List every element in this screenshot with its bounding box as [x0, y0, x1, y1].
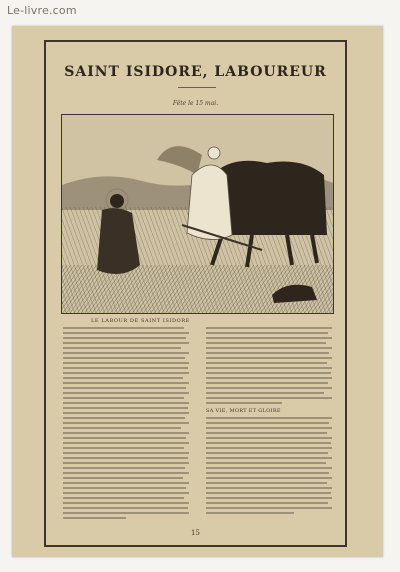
text-line: [206, 362, 327, 364]
text-line: [206, 457, 332, 459]
text-line: [63, 442, 189, 444]
text-line: [206, 377, 332, 379]
text-line: [63, 462, 189, 464]
text-line: [63, 417, 185, 419]
text-line: [63, 512, 189, 514]
text-line: [63, 377, 183, 379]
text-line: [206, 492, 331, 494]
text-line: [63, 392, 189, 394]
feast-line: Fête le 15 mai.: [172, 100, 219, 107]
text-line: [63, 422, 189, 424]
text-line: [206, 472, 329, 474]
page-frame: [44, 40, 347, 547]
text-line: [206, 427, 332, 429]
text-line: [206, 477, 332, 479]
text-line: [63, 437, 186, 439]
text-line: [63, 497, 184, 499]
text-line: [63, 457, 188, 459]
text-line: [206, 507, 332, 509]
text-line: [63, 337, 186, 339]
site-watermark[interactable]: Le-livre.com: [7, 4, 77, 17]
text-line: [63, 467, 185, 469]
text-line: [206, 347, 332, 349]
text-line: [206, 392, 324, 394]
text-line: [206, 327, 332, 329]
text-line: [206, 512, 294, 514]
text-line: [206, 462, 326, 464]
text-line: [206, 352, 329, 354]
text-line: [63, 387, 186, 389]
angel-head: [208, 147, 220, 159]
text-line: [206, 502, 328, 504]
page-title: SAINT ISIDORE, LABOUREUR: [64, 64, 327, 80]
text-line: [206, 337, 332, 339]
text-line: [206, 357, 332, 359]
text-line: [63, 342, 189, 344]
text-line: [206, 367, 332, 369]
text-line: [206, 402, 282, 404]
text-line: [63, 402, 189, 404]
text-line: [206, 417, 332, 419]
text-line: [63, 447, 184, 449]
text-line: [206, 432, 327, 434]
text-line: [206, 342, 326, 344]
text-line: [63, 432, 189, 434]
text-line: [63, 332, 189, 334]
text-line: [206, 397, 332, 399]
text-line: [206, 447, 332, 449]
page-number: 15: [191, 529, 200, 537]
engraving-illustration: [61, 114, 334, 314]
text-line: [63, 482, 189, 484]
text-line: [206, 482, 327, 484]
text-line: [63, 397, 184, 399]
text-line: [63, 507, 188, 509]
text-line: [206, 332, 328, 334]
text-line: [63, 427, 181, 429]
text-line: [206, 372, 331, 374]
section-subheading: SA VIE, MORT ET GLOIRE: [206, 408, 281, 414]
text-line: [206, 497, 332, 499]
text-line: [63, 382, 189, 384]
text-line: [63, 352, 189, 354]
text-column-right: [206, 324, 332, 514]
text-line: [206, 422, 329, 424]
text-line: [206, 442, 331, 444]
text-line: [63, 407, 188, 409]
text-line: [63, 372, 189, 374]
text-line: [63, 412, 189, 414]
engraving-caption: LE LABOUR DE SAINT ISIDORE: [91, 318, 190, 324]
text-line: [63, 517, 126, 519]
title-divider: [178, 87, 216, 88]
text-line: [206, 387, 332, 389]
text-line: [63, 502, 189, 504]
text-line: [63, 492, 189, 494]
text-line: [206, 437, 332, 439]
engraving-image: [62, 115, 333, 313]
text-line: [63, 472, 189, 474]
saint-head: [110, 194, 124, 208]
text-line: [63, 357, 185, 359]
text-line: [63, 347, 181, 349]
text-line: [206, 487, 332, 489]
text-line: [63, 452, 189, 454]
text-line: [63, 487, 186, 489]
text-line: [63, 327, 184, 329]
document-page: [12, 26, 383, 557]
text-line: [63, 477, 183, 479]
text-line: [206, 467, 332, 469]
text-line: [63, 362, 189, 364]
text-line: [63, 367, 188, 369]
text-line: [206, 452, 328, 454]
text-column-left: [63, 324, 189, 519]
text-line: [206, 382, 328, 384]
